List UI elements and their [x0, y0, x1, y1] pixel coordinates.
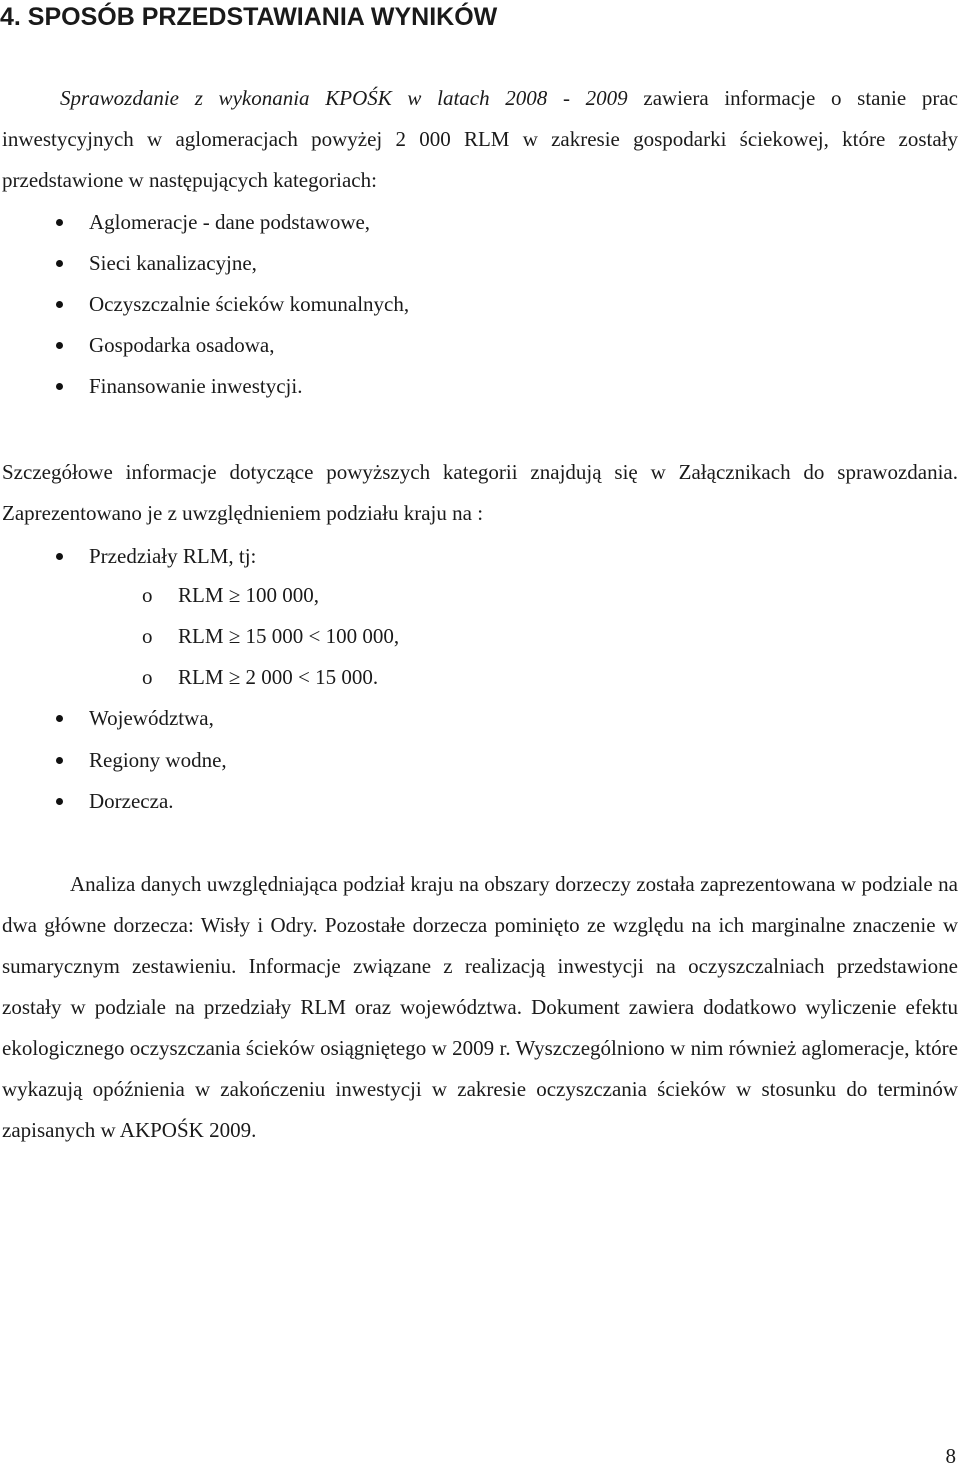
division-label: Województwa, [89, 706, 214, 730]
bullet-icon [56, 260, 63, 267]
list-item [0, 202, 940, 243]
bullet-icon [56, 383, 63, 390]
details-text: Szczegółowe informacje dotyczące powyższych kategorii znajdują się w Załącznikach do sprawozdania. Zaprezentowano je z uwzględnieniem podziału kraju na : [2, 460, 958, 525]
sub-list-item [0, 657, 940, 698]
list-item [0, 325, 940, 366]
bullet-icon [56, 219, 63, 226]
details-paragraph [2, 452, 958, 534]
analysis-text: Analiza danych uwzględniająca podział kraju na obszary dorzeczy została zaprezentowana w podziale na dwa główne dorzecza: Wisły i Odry. Pozostałe dorzecza pominięto ze względu na ich marginalne znaczenie w sumarycznym zestawieniu. Informacje związane z realizacją inwestycji na oczyszczalniach przedstawione zostały w podziale na przedziały RLM oraz województwa. Dokument zawiera dodatkowo wyliczenie efektu ekologicznego oczyszczania ścieków osiągniętego w 2009 r. Wyszczególniono w nim również aglomeracje, które wykazują opóźnienia w zakończeniu inwestycji w zakresie oczyszczania ścieków w stosunku do terminów zapisanych w AKPOŚK 2009. [2, 872, 958, 1142]
sub-list-item [0, 616, 940, 657]
list-item [0, 284, 940, 325]
category-label: Gospodarka osadowa, [89, 333, 275, 357]
bullet-icon [56, 553, 63, 560]
category-label: Aglomeracje - dane podstawowe, [89, 210, 371, 234]
division-label: Dorzecza. [89, 789, 174, 813]
sub-bullet-marker: o [142, 665, 153, 689]
sub-list-item [0, 575, 940, 616]
intro-text: zawiera informacje o stanie prac inwestycyjnych w aglomeracjach powyżej 2 000 RLM w zakresie gospodarki ściekowej, które zostały przedstawione w następujących kategoriach: [2, 86, 958, 192]
bullet-icon [56, 342, 63, 349]
rlm-range: RLM ≥ 2 000 < 15 000. [178, 665, 379, 689]
rlm-range: RLM ≥ 100 000, [178, 583, 320, 607]
rlm-range: RLM ≥ 15 000 < 100 000, [178, 624, 400, 648]
list-item [0, 740, 940, 781]
report-title: Sprawozdanie z wykonania KPOŚK w latach 2008 - 2009 [60, 86, 628, 110]
page-number: 8 [945, 1444, 956, 1468]
division-label: Regiony wodne, [89, 748, 227, 772]
bullet-icon [56, 715, 63, 722]
intro-paragraph [2, 78, 958, 201]
bullet-icon [56, 798, 63, 805]
category-label: Sieci kanalizacyjne, [89, 251, 257, 275]
category-label: Oczyszczalnie ścieków komunalnych, [89, 292, 410, 316]
list-item [0, 243, 940, 284]
list-item [0, 781, 940, 822]
analysis-paragraph [2, 864, 958, 1151]
category-label: Finansowanie inwestycji. [89, 374, 303, 398]
rlm-ranges-label: Przedziały RLM, tj: [89, 544, 257, 568]
list-item [0, 536, 940, 577]
section-heading: 4. SPOSÓB PRZEDSTAWIANIA WYNIKÓW [0, 3, 498, 31]
list-item [0, 698, 940, 739]
bullet-icon [56, 301, 63, 308]
list-item [0, 366, 940, 407]
sub-bullet-marker: o [142, 583, 153, 607]
sub-bullet-marker: o [142, 624, 153, 648]
bullet-icon [56, 757, 63, 764]
